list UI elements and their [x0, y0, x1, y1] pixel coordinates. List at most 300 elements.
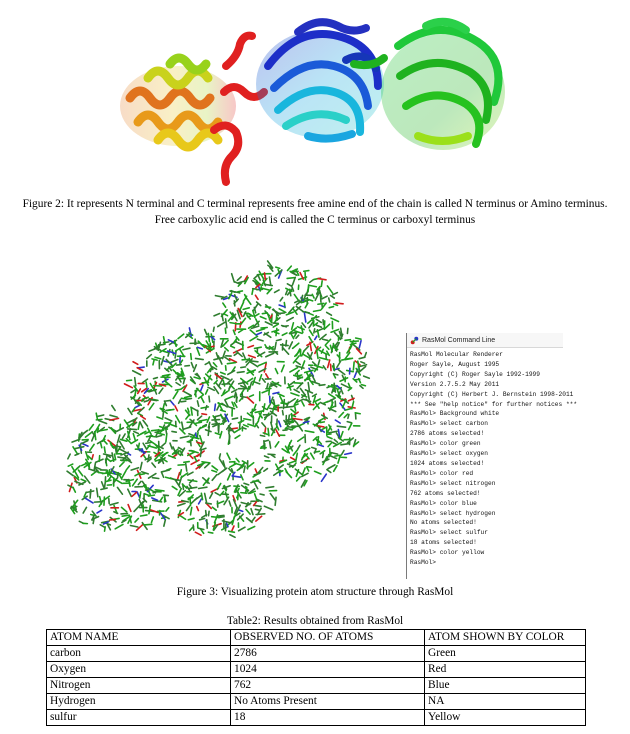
atom-bond-stick [146, 382, 147, 387]
header-observed-count: OBSERVED NO. OF ATOMS [231, 630, 425, 646]
atom-bond-stick [298, 375, 302, 376]
atom-bond-stick [135, 518, 138, 522]
atom-bond-stick [327, 437, 332, 439]
atom-bond-stick [191, 460, 199, 464]
rasmol-command-line-window [406, 333, 578, 579]
atom-bond-stick [171, 401, 174, 405]
atom-bond-stick [309, 285, 316, 286]
atom-bond-stick [231, 346, 235, 348]
atom-bond-stick [244, 466, 245, 472]
atom-bond-stick [252, 517, 255, 522]
atom-bond-stick [175, 389, 180, 390]
command-line-text: *** See "help notice" for further notices *** [410, 400, 578, 408]
atom-bond-stick [250, 382, 252, 389]
atom-bond-stick [226, 319, 227, 328]
atom-bond-stick [328, 465, 335, 469]
atom-bond-stick [318, 426, 324, 427]
table-row [47, 678, 586, 694]
atom-bond-stick [318, 279, 326, 280]
atom-bond-stick [227, 453, 230, 459]
atom-bond-stick [172, 431, 176, 432]
atom-bond-stick [155, 357, 161, 359]
atom-bond-stick [234, 392, 235, 397]
atom-bond-stick [194, 457, 197, 462]
atom-bond-stick [228, 371, 235, 375]
atom-bond-stick [138, 389, 141, 393]
atom-bond-stick [183, 348, 190, 350]
atom-bond-stick [330, 345, 332, 351]
atom-bond-stick [325, 345, 328, 349]
atom-bond-stick [334, 439, 337, 442]
atom-bond-stick [315, 399, 320, 401]
atom-bond-stick [218, 322, 225, 326]
atom-bond-stick [265, 456, 269, 458]
atom-bond-stick [213, 363, 216, 367]
atom-bond-stick [221, 414, 223, 418]
atom-bond-stick [254, 473, 260, 475]
atom-bond-stick [133, 434, 135, 440]
atom-bond-stick [323, 366, 325, 370]
atom-bond-stick [287, 284, 291, 286]
table-header-row [47, 630, 586, 646]
atom-bond-stick [132, 492, 136, 496]
atom-bond-stick [232, 526, 234, 531]
atom-bond-stick [198, 416, 202, 420]
atom-bond-stick [117, 487, 122, 494]
atom-bond-stick [244, 312, 246, 316]
atom-bond-stick [297, 477, 301, 481]
atom-bond-stick [312, 376, 315, 381]
atom-bond-stick [98, 472, 103, 473]
atom-bond-stick [238, 291, 243, 292]
atom-bond-stick [295, 407, 296, 411]
atom-bond-stick [110, 503, 118, 505]
atom-bond-stick [259, 375, 261, 381]
atom-bond-stick [275, 497, 276, 505]
atom-bond-stick [269, 387, 270, 395]
atom-bond-stick [262, 423, 265, 427]
atom-bond-stick [287, 266, 291, 270]
atom-bond-stick [235, 435, 240, 438]
atom-bond-stick [314, 310, 321, 311]
atom-bond-stick [96, 413, 97, 419]
atom-bond-stick [350, 342, 352, 348]
atom-bond-stick [275, 405, 279, 406]
atom-bond-stick [289, 342, 292, 349]
atom-bond-stick [222, 384, 229, 385]
atom-bond-stick [199, 499, 202, 504]
atom-bond-stick [227, 363, 235, 364]
atom-bond-stick [128, 429, 137, 430]
atom-bond-stick [282, 333, 287, 335]
atom-bond-stick [86, 491, 94, 493]
rasmol-results-table [46, 629, 586, 726]
atom-bond-stick [260, 287, 261, 291]
atom-bond-stick [308, 320, 312, 323]
atom-bond-stick [122, 507, 127, 511]
header-atom-name: ATOM NAME [47, 630, 231, 646]
atom-bond-stick [345, 340, 350, 341]
atom-bond-stick [359, 366, 365, 371]
atom-bond-stick [142, 523, 147, 530]
atom-bond-stick [225, 396, 233, 399]
atom-bond-stick [230, 291, 235, 292]
atom-bond-stick [189, 434, 194, 436]
atom-bond-stick [225, 328, 226, 333]
atom-bond-stick [190, 507, 191, 514]
atom-bond-stick [196, 422, 202, 423]
atom-bond-stick [348, 414, 349, 418]
atom-bond-stick [327, 312, 332, 315]
atom-bond-stick [213, 327, 214, 331]
atom-bond-stick [288, 464, 293, 466]
atom-bond-stick [178, 503, 185, 505]
atom-bond-stick [302, 468, 305, 475]
atom-bond-stick [234, 403, 237, 408]
atom-bond-stick [284, 406, 293, 407]
atom-bond-stick [143, 455, 146, 459]
atom-bond-stick [255, 469, 257, 473]
atom-bond-stick [311, 453, 314, 459]
atom-bond-stick [153, 378, 157, 379]
atom-bond-stick [333, 442, 337, 444]
command-line-text: No atoms selected! [410, 519, 477, 527]
command-line-text: Copyright (C) Roger Sayle 1992-1999 [410, 370, 540, 378]
atom-bond-stick [304, 448, 309, 451]
atom-bond-stick [224, 497, 229, 504]
atom-bond-stick [146, 443, 151, 444]
command-line-text: RasMol> select oxygen [410, 450, 488, 458]
atom-bond-stick [212, 466, 217, 470]
atom-bond-stick [243, 353, 245, 358]
atom-bond-stick [323, 401, 328, 403]
cell-count: 18 [231, 710, 425, 726]
atom-bond-stick [197, 401, 198, 406]
atom-bond-stick [83, 507, 86, 513]
atom-bond-stick [201, 407, 208, 408]
atom-bond-stick [200, 519, 205, 520]
atom-bond-stick [274, 400, 275, 405]
atom-bond-stick [184, 392, 191, 396]
atom-bond-stick [205, 493, 207, 502]
atom-bond-stick [247, 397, 253, 403]
command-line-text: RasMol> color yellow [410, 549, 485, 557]
atom-bond-stick [152, 463, 155, 467]
atom-bond-stick [239, 330, 243, 333]
atom-bond-stick [249, 355, 256, 357]
atom-bond-stick [255, 509, 259, 510]
atom-bond-stick [135, 378, 136, 386]
atom-bond-stick [236, 458, 239, 461]
atom-bond-stick [193, 525, 194, 530]
atom-bond-stick [218, 515, 224, 516]
atom-bond-stick [181, 473, 188, 478]
atom-bond-stick [68, 454, 70, 459]
atom-bond-stick [178, 473, 180, 480]
atom-bond-stick [170, 443, 172, 449]
atom-bond-stick [207, 417, 209, 422]
atom-bond-stick [266, 487, 274, 488]
atom-bond-stick [327, 426, 330, 432]
atom-bond-stick [287, 278, 294, 279]
cell-color: Green [425, 646, 586, 662]
atom-bond-stick [262, 288, 270, 290]
atom-bond-stick [304, 313, 305, 322]
atom-bond-stick [182, 422, 184, 430]
atom-bond-stick [302, 402, 304, 406]
atom-bond-stick [300, 388, 305, 395]
atom-bond-stick [215, 493, 219, 495]
atom-bond-stick [140, 474, 144, 475]
atom-bond-stick [111, 428, 114, 431]
atom-bond-stick [175, 351, 176, 358]
command-line-text: RasMol> select nitrogen [410, 479, 496, 487]
command-line-text: Copyright (C) Herbert J. Bernstein 1998-2011 [410, 390, 574, 398]
atom-bond-stick [318, 303, 324, 304]
atom-bond-stick [151, 517, 153, 523]
atom-bond-stick [202, 462, 209, 463]
atom-bond-stick [337, 426, 345, 427]
atom-bond-stick [199, 487, 207, 488]
cell-color: Red [425, 662, 586, 678]
atom-bond-stick [234, 353, 237, 355]
atom-bond-stick [209, 511, 210, 515]
atom-bond-stick [322, 296, 327, 299]
atom-bond-stick [209, 396, 210, 402]
atom-bond-stick [296, 361, 300, 364]
atom-bond-stick [79, 470, 83, 476]
atom-bond-stick [185, 396, 192, 398]
atom-bond-stick [255, 505, 261, 506]
atom-bond-stick [121, 439, 127, 441]
atom-bond-stick [251, 362, 258, 367]
atom-bond-stick [195, 532, 201, 535]
atom-bond-stick [141, 515, 147, 516]
cell-color: NA [425, 694, 586, 710]
atom-bond-stick [331, 329, 338, 332]
atom-bond-stick [226, 523, 228, 527]
atom-bond-stick [190, 440, 191, 446]
atom-bond-stick [228, 474, 231, 480]
atom-bond-stick [246, 509, 250, 514]
atom-bond-stick [235, 429, 241, 433]
atom-bond-stick [312, 294, 314, 298]
atom-bond-stick [291, 272, 296, 275]
atom-bond-stick [85, 432, 92, 437]
atom-bond-stick [238, 492, 239, 499]
atom-bond-stick [342, 358, 350, 360]
atom-bond-stick [232, 274, 235, 282]
atom-bond-stick [345, 408, 352, 410]
atom-bond-stick [299, 423, 304, 425]
atom-bond-stick [200, 450, 201, 457]
atom-bond-stick [262, 313, 267, 314]
atom-bond-stick [219, 454, 220, 458]
atom-bond-stick [130, 525, 137, 527]
atom-bond-stick [81, 479, 86, 481]
atom-bond-stick [321, 474, 326, 481]
atom-bond-stick [180, 436, 189, 438]
atom-bond-stick [356, 338, 361, 339]
atom-bond-stick [329, 394, 336, 398]
atom-bond-stick [188, 408, 189, 412]
atom-bond-stick [334, 304, 338, 305]
atom-bond-stick [315, 365, 323, 368]
atom-bond-stick [275, 290, 280, 293]
atom-bond-stick [176, 383, 180, 386]
atom-bond-stick [160, 344, 164, 345]
atom-bond-stick [256, 516, 262, 521]
atom-bond-stick [221, 410, 226, 411]
atom-bond-stick [98, 415, 104, 416]
atom-bond-stick [353, 362, 354, 370]
atom-bond-stick [256, 514, 265, 515]
atom-bond-stick [215, 296, 223, 298]
atom-bond-stick [252, 289, 253, 294]
atom-bond-stick [212, 475, 217, 481]
atom-bond-stick [264, 469, 268, 472]
atom-bond-stick [67, 471, 73, 476]
atom-bond-stick [75, 454, 79, 456]
atom-bond-stick [337, 361, 341, 367]
command-line-text: Roger Sayle, August 1995 [410, 360, 500, 368]
command-line-text: 1024 atoms selected! [410, 459, 485, 467]
atom-bond-stick [344, 414, 347, 418]
command-window-title: RasMol Command Line [422, 336, 496, 344]
atom-bond-stick [191, 408, 192, 415]
atom-bond-stick [128, 489, 131, 496]
atom-bond-stick [214, 515, 217, 523]
atom-bond-stick [196, 358, 204, 359]
table-row [47, 710, 586, 726]
atom-bond-stick [325, 324, 330, 328]
atom-bond-stick [270, 494, 275, 501]
atom-bond-stick [163, 411, 164, 417]
cell-color: Blue [425, 678, 586, 694]
atom-bond-stick [206, 406, 207, 410]
left-helical-domain [120, 36, 264, 182]
atom-bond-stick [338, 369, 345, 374]
atom-bond-stick [335, 455, 341, 456]
atom-bond-stick [283, 411, 284, 415]
atom-bond-stick [201, 397, 204, 403]
atom-bond-stick [316, 319, 321, 322]
atom-bond-stick [280, 396, 283, 401]
atom-bond-stick [122, 434, 125, 438]
atom-bond-stick [111, 459, 116, 461]
atom-bond-stick [169, 367, 172, 370]
atom-bond-stick [212, 517, 220, 518]
atom-bond-stick [244, 419, 251, 420]
cell-count: 1024 [231, 662, 425, 678]
atom-bond-stick [199, 420, 207, 422]
atom-bond-stick [234, 463, 242, 465]
cell-count: 2786 [231, 646, 425, 662]
command-line-text: 2786 atoms selected! [410, 430, 485, 438]
atom-bond-stick [255, 295, 258, 299]
command-output [407, 348, 578, 568]
atom-bond-stick [124, 420, 129, 427]
atom-bond-stick [285, 469, 287, 473]
atom-bond-stick [330, 399, 334, 401]
atom-bond-stick [273, 324, 278, 327]
atom-bond-stick [239, 510, 243, 511]
atom-bond-stick [312, 447, 316, 448]
atom-bond-stick [250, 336, 257, 340]
atom-bond-stick [293, 343, 299, 348]
atom-bond-stick [323, 339, 328, 340]
atom-bond-stick [131, 390, 135, 393]
atom-bond-stick [360, 386, 363, 389]
atom-bond-stick [92, 455, 93, 459]
atom-bond-stick [148, 446, 156, 448]
atom-bond-stick [152, 478, 158, 479]
rasmol-atom-structure [58, 256, 410, 578]
command-line-text: RasMol> select carbon [410, 420, 488, 428]
atom-bond-stick [239, 281, 246, 283]
atom-bond-stick [283, 400, 284, 409]
atom-bond-stick [206, 390, 208, 394]
atom-bond-stick [215, 415, 220, 416]
command-line-text: 762 atoms selected! [410, 489, 481, 497]
atom-bond-stick [75, 447, 84, 449]
atom-bond-stick [144, 524, 152, 525]
atom-bond-stick [349, 423, 352, 430]
atom-bond-stick [269, 277, 270, 285]
atom-bond-stick [131, 440, 137, 444]
atom-bond-stick [160, 497, 163, 501]
atom-bond-stick [317, 352, 318, 359]
atom-bond-stick [198, 347, 203, 349]
atom-bond-stick [208, 532, 212, 533]
atom-bond-stick [172, 486, 177, 489]
atom-bond-stick [122, 515, 129, 516]
atom-bond-stick [304, 271, 309, 272]
atom-bond-stick [320, 290, 321, 295]
atom-bond-stick [276, 267, 280, 268]
command-line-text: RasMol> [410, 559, 436, 567]
atom-bond-stick [341, 384, 349, 388]
atom-bond-stick [265, 273, 266, 280]
atom-bond-stick [73, 487, 75, 492]
atom-bond-stick [118, 473, 119, 478]
atom-bond-stick [244, 483, 249, 485]
atom-bond-stick [221, 372, 225, 374]
atom-bond-stick [258, 275, 260, 280]
atom-bond-stick [173, 391, 178, 398]
atom-bond-stick [110, 415, 117, 417]
atom-bond-stick [206, 503, 211, 504]
atom-bond-stick [294, 389, 299, 392]
atom-bond-stick [220, 432, 222, 438]
command-line-text: RasMol Molecular Renderer [410, 351, 503, 358]
atom-bond-stick [254, 482, 257, 488]
cell-atom-name: Oxygen [47, 662, 231, 678]
atom-bond-stick [134, 432, 138, 434]
atom-bond-stick [257, 329, 265, 332]
atom-bond-stick [291, 457, 295, 459]
atom-bond-stick [260, 317, 266, 319]
atom-bond-stick [251, 509, 253, 515]
atom-bond-stick [359, 341, 361, 348]
atom-bond-stick [341, 444, 349, 445]
atom-bond-stick [205, 463, 210, 468]
atom-bond-stick [243, 308, 249, 310]
atom-bond-stick [270, 441, 271, 448]
atom-bond-stick [292, 323, 294, 329]
atom-bond-stick [266, 353, 274, 357]
atom-bond-stick [281, 365, 284, 371]
